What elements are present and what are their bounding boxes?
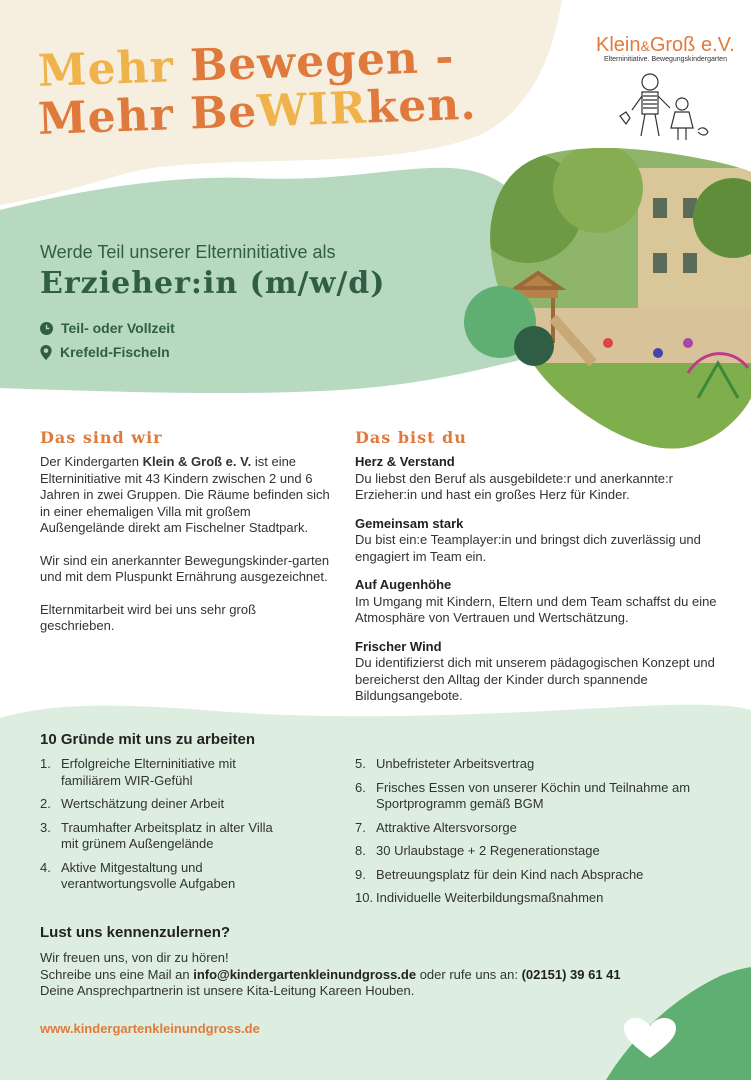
reason-item xyxy=(355,820,700,837)
reason-text: Unbefristeter Arbeitsvertrag xyxy=(376,756,535,771)
contact-line-1: Wir freuen uns, von dir zu hören! xyxy=(40,950,229,965)
you-item xyxy=(355,454,725,504)
reason-text: Betreuungsplatz für dein Kind nach Absprache xyxy=(376,866,644,882)
contact-line-3: Deine Ansprechpartnerin ist unsere Kita-Leitung Kareen Houben. xyxy=(40,983,415,998)
brand-name-2: Groß e.V. xyxy=(649,34,735,56)
reason-number: 9. xyxy=(355,866,366,882)
headline-word-mehr-1: Mehr xyxy=(37,41,175,97)
you-item-title: Gemeinsam stark xyxy=(355,515,464,531)
location-pin-icon xyxy=(40,345,52,360)
heart-icon xyxy=(624,1018,676,1058)
reason-number: 10. xyxy=(355,890,374,905)
about-p1-end: ist eine Elterninitiative mit 43 Kindern zwischen 2 und 6 Jahren in zwei Gruppen. Die Räume befinden sich in einer ehemaligen Villa mit großem Außengelände direkt am Fischelner Stadtpark. xyxy=(40,454,330,535)
job-hours-text: Teil- oder Vollzeit xyxy=(61,320,175,336)
logo-children-illustration xyxy=(612,68,712,148)
reason-item xyxy=(40,756,290,789)
about-paragraph-1 xyxy=(40,454,330,537)
job-hours xyxy=(40,320,175,336)
you-title: Das bist du xyxy=(355,428,467,447)
headline-word-mehr-2: Mehr xyxy=(37,89,175,145)
reason-text: Erfolgreiche Elterninitiative mit familiärem WIR-Gefühl xyxy=(61,756,236,788)
brand-name-1: Klein xyxy=(596,34,641,56)
contact-line-2 xyxy=(40,967,621,984)
you-item-text: Im Umgang mit Kindern, Eltern und dem Team schaffst du eine Atmosphäre von Vertrauen und Wertschätzung. xyxy=(355,593,717,625)
about-p1-start: Der Kindergarten xyxy=(40,454,143,469)
reason-number: 7. xyxy=(355,819,366,835)
about-title: Das sind wir xyxy=(40,428,163,447)
you-item xyxy=(355,639,725,705)
reason-item xyxy=(40,860,290,893)
contact-block xyxy=(40,950,621,1000)
about-paragraph-3: Elternmitarbeit wird bei uns sehr groß geschrieben. xyxy=(40,601,257,633)
job-role-title: Erzieher:in (m/w/d) xyxy=(40,266,386,301)
contact-line-2-middle: oder rufe uns an: xyxy=(416,966,522,982)
job-intro: Werde Teil unserer Elterninitiative als xyxy=(40,242,336,262)
reason-text: Frisches Essen von unserer Köchin und Teilnahme am Sportprogramm gemäß BGM xyxy=(376,779,691,811)
contact-title: Lust uns kennenzulernen? xyxy=(40,924,231,941)
contact-line-2-start: Schreibe uns eine Mail an xyxy=(40,966,194,982)
reasons-list-left xyxy=(40,756,290,900)
reason-number: 2. xyxy=(40,796,51,811)
headline-word-be: Be xyxy=(189,86,259,140)
reason-item xyxy=(355,843,700,860)
you-item-title: Frischer Wind xyxy=(355,638,442,654)
reason-number: 6. xyxy=(355,779,366,795)
job-location-text: Krefeld-Fischeln xyxy=(60,344,170,360)
you-item-text: Du identifizierst dich mit unserem pädagogischen Konzept und bereicherst den Alltag der Kinder durch spannende Bildungsangebote. xyxy=(355,655,715,703)
reason-number: 4. xyxy=(40,859,51,875)
reasons-list-right xyxy=(355,756,700,914)
reason-text: Wertschätzung deiner Arbeit xyxy=(61,796,225,811)
reason-text: Attraktive Altersvorsorge xyxy=(376,819,517,835)
headline-word-wir: WIR xyxy=(256,82,368,138)
you-item xyxy=(355,516,725,566)
you-item-text: Du liebst den Beruf als ausgebildete:r und anerkannte:r Erzieher:in und hast ein großes Herz für Kinder. xyxy=(355,470,673,502)
job-location xyxy=(40,344,170,360)
reason-text: 30 Urlaubstage + 2 Regenerationstage xyxy=(376,843,600,858)
headline-word-bewegen: Bewegen - xyxy=(189,31,456,92)
clock-icon xyxy=(40,322,53,335)
you-item-title: Auf Augenhöhe xyxy=(355,577,452,592)
about-org-name: Klein & Groß e. V. xyxy=(142,454,252,469)
reason-item xyxy=(355,780,700,813)
decorative-circles xyxy=(464,286,560,382)
brand-ampersand: & xyxy=(640,38,650,54)
reason-text: Aktive Mitgestaltung und verantwortungsvolle Aufgaben xyxy=(61,859,236,891)
website-link[interactable]: www.kindergartenkleinundgross.de xyxy=(40,1021,260,1036)
reason-item xyxy=(40,820,290,853)
reason-number: 3. xyxy=(40,819,51,835)
brand-subtitle: Elterninitiative. Bewegungskindergarten xyxy=(604,56,727,63)
contact-email-link[interactable]: info@kindergartenkleinundgross.de xyxy=(193,966,417,982)
reason-number: 5. xyxy=(355,756,366,771)
you-item-text: Du bist ein:e Teamplayer:in und bringst dich zuverlässig und engagiert im Team ein. xyxy=(355,532,701,564)
about-paragraph-2: Wir sind ein anerkannter Bewegungskinder-garten und mit dem Pluspunkt Ernährung ausgezeichnet. xyxy=(40,552,330,584)
reason-item xyxy=(40,796,290,813)
you-item xyxy=(355,577,725,627)
you-item-title: Herz & Verstand xyxy=(355,454,455,469)
reason-text: Individuelle Weiterbildungsmaßnahmen xyxy=(376,890,604,905)
reason-item xyxy=(355,756,700,773)
reason-number: 8. xyxy=(355,843,366,858)
reasons-title: 10 Gründe mit uns zu arbeiten xyxy=(40,731,256,748)
reason-item xyxy=(355,867,700,884)
headline-word-ken: ken. xyxy=(365,78,478,134)
contact-phone[interactable]: (02151) 39 61 41 xyxy=(521,966,621,982)
reason-text: Traumhafter Arbeitsplatz in alter Villa mit grünem Außengelände xyxy=(61,819,273,851)
reason-number: 1. xyxy=(40,756,51,771)
about-column xyxy=(40,454,330,651)
you-column xyxy=(355,454,725,717)
reason-item xyxy=(355,890,700,907)
brand-logo xyxy=(596,34,735,57)
